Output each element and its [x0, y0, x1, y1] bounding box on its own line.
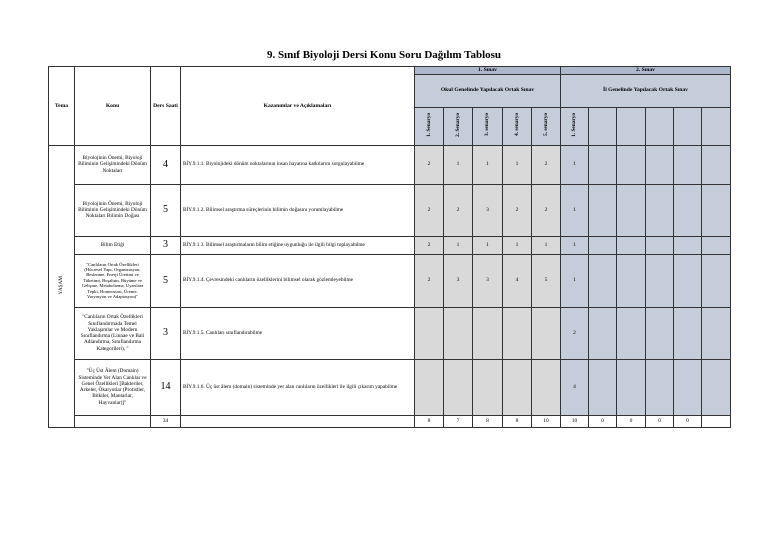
value-cell: 1 [444, 145, 473, 184]
header-tema: Tema [49, 67, 75, 146]
value-cell: 1 [444, 236, 473, 254]
total-cell: 8 [473, 415, 503, 427]
ders-saati-cell: 14 [151, 359, 181, 415]
empty-cell [646, 307, 674, 359]
empty-cell [646, 359, 674, 415]
value-cell [503, 359, 532, 415]
value-cell: 2 [561, 307, 589, 359]
value-cell: 1 [561, 254, 589, 307]
empty-cell [589, 145, 617, 184]
distribution-table [48, 66, 731, 428]
value-cell [415, 359, 444, 415]
header-senaryo-2-blank [617, 107, 646, 145]
value-cell: 3 [473, 184, 503, 236]
total-cell: 0 [589, 415, 617, 427]
header-senaryo-1-1: 1. Senaryo [415, 107, 444, 145]
konu-cell: "Canlıların Ortak Özellikleri (Hücresel Yapı, Organizasyon, Beslenme, Enerji Üretimi ve Tüketimi, Boşaltım, Büyüme ve Gelişme, Metabolizma, Uyarılara Tepki, Homeostasi, Üreme, Varyasyon ve Adaptasyon)" [75, 254, 151, 307]
header-senaryo-1-2: 2. Senaryo [444, 107, 473, 145]
empty-cell [702, 359, 731, 415]
kazanim-cell: BİY.9.1.1. Biyolojideki dönüm noktalarının insan hayatına katkılarını sorgulayabilme [181, 145, 415, 184]
value-cell: 1 [503, 236, 532, 254]
ders-saati-cell: 4 [151, 145, 181, 184]
empty-cell [674, 307, 702, 359]
empty-cell [646, 184, 674, 236]
konu-cell: Biyolojinin Önemi, Biyoloji Biliminin Gelişimindeki Dönüm Noktaları [75, 145, 151, 184]
value-cell [444, 307, 473, 359]
value-cell [444, 359, 473, 415]
total-cell: 8 [503, 415, 532, 427]
header-okul-genelinde: Okul Genelinde Yapılacak Ortak Sınav [415, 74, 561, 107]
table-row [49, 359, 731, 415]
value-cell [415, 307, 444, 359]
total-cell: 0 [617, 415, 646, 427]
tema-cell: YAŞAM [49, 145, 75, 427]
konu-cell: "Canlıların Ortak Özellikleri Sınıflandırmada Temel Yaklaşımlar ve Modern Sınıflandırma (Linnae ve Bali Adlandırma, Sınıflandırma Kategorileri), " [75, 307, 151, 359]
value-cell: 1 [561, 236, 589, 254]
value-cell: 1 [532, 236, 561, 254]
empty-cell [589, 236, 617, 254]
empty-cell [702, 145, 731, 184]
header-konu: Konu [75, 67, 151, 146]
total-cell: 8 [415, 415, 444, 427]
ders-saati-cell: 3 [151, 307, 181, 359]
header-senaryo-2-1: 1. Senaryo [561, 107, 589, 145]
header-senaryo-2-blank [589, 107, 617, 145]
header-senaryo-2-blank [646, 107, 674, 145]
value-cell: 4 [561, 359, 589, 415]
value-cell: 4 [503, 254, 532, 307]
value-cell: 2 [415, 236, 444, 254]
header-kazanimlar: Kazanımlar ve Açıklamaları [181, 67, 415, 146]
konu-cell: Biyolojinin Önemi, Biyoloji Biliminin Gelişimindeki Dönüm Noktaları Bilimin Doğası [75, 184, 151, 236]
total-saat-cell: 34 [151, 415, 181, 427]
ders-saati-cell: 3 [151, 236, 181, 254]
total-cell: 10 [561, 415, 589, 427]
empty-cell [646, 254, 674, 307]
empty-cell [674, 145, 702, 184]
value-cell: 2 [415, 184, 444, 236]
empty-cell [702, 307, 731, 359]
kazanim-cell: BİY.9.1.4. Çevresindeki canlıların özelliklerini bilimsel olarak gözlemleyebilme [181, 254, 415, 307]
table-row [49, 254, 731, 307]
header-sinav-2: 2. Sınav [561, 67, 731, 75]
value-cell [532, 359, 561, 415]
empty-cell [646, 145, 674, 184]
empty-cell [702, 184, 731, 236]
kazanim-cell: BİY.9.1.6. Üç üst âlem (domain) sisteminde yer alan canlıların özellikleri ile ilgili çıkarım yapabilme [181, 359, 415, 415]
ders-saati-cell: 5 [151, 254, 181, 307]
header-senaryo-1-5: 5. senaryo [532, 107, 561, 145]
empty-cell [589, 359, 617, 415]
kazanim-cell: BİY.9.1.2. Bilimsel araştırma süreçlerinin bilimin doğasını yorumlayabilme [181, 184, 415, 236]
table-row [49, 307, 731, 359]
empty-cell [181, 415, 415, 427]
value-cell: 5 [532, 254, 561, 307]
empty-cell [589, 307, 617, 359]
totals-row [49, 415, 731, 427]
konu-cell: Bilim Etiği [75, 236, 151, 254]
value-cell: 1 [473, 145, 503, 184]
value-cell [473, 307, 503, 359]
empty-cell [75, 415, 151, 427]
value-cell: 1 [561, 145, 589, 184]
value-cell [532, 307, 561, 359]
header-senaryo-1-4: 4. senaryo [503, 107, 532, 145]
total-cell: 7 [444, 415, 473, 427]
total-cell: 10 [532, 415, 561, 427]
empty-cell [646, 236, 674, 254]
value-cell: 2 [415, 145, 444, 184]
table-row [49, 145, 731, 184]
empty-cell [674, 184, 702, 236]
empty-cell [589, 184, 617, 236]
empty-cell [617, 307, 646, 359]
empty-cell [702, 254, 731, 307]
value-cell [473, 359, 503, 415]
table-row [49, 184, 731, 236]
empty-cell [617, 236, 646, 254]
empty-cell [674, 236, 702, 254]
empty-cell [617, 254, 646, 307]
value-cell: 1 [561, 184, 589, 236]
empty-cell [617, 145, 646, 184]
total-cell: 0 [674, 415, 702, 427]
value-cell: 3 [444, 254, 473, 307]
empty-cell [589, 254, 617, 307]
value-cell: 2 [444, 184, 473, 236]
ders-saati-cell: 5 [151, 184, 181, 236]
value-cell: 1 [503, 145, 532, 184]
empty-cell [702, 415, 731, 427]
empty-cell [702, 236, 731, 254]
value-cell: 2 [532, 145, 561, 184]
value-cell [503, 307, 532, 359]
empty-cell [617, 184, 646, 236]
value-cell: 3 [473, 254, 503, 307]
value-cell: 2 [415, 254, 444, 307]
header-senaryo-1-3: 3. senaryo [473, 107, 503, 145]
header-senaryo-2-blank [702, 107, 731, 145]
header-ders-saati: Ders Saati [151, 67, 181, 146]
value-cell: 2 [532, 184, 561, 236]
header-senaryo-2-blank [674, 107, 702, 145]
kazanim-cell: BİY.9.1.3. Bilimsel araştırmaların bilim etiğine uygunluğu ile ilgili bilgi toplayabilme [181, 236, 415, 254]
empty-cell [674, 359, 702, 415]
konu-cell: "Üç Üst Âlem (Domain) Sisteminde Yer Alan Canlılar ve Genel Özellikleri [Bakteriler, Arkeler, Ökaryotlar (Protistler, Bitkiler, Mantarlar, Hayvanlar)]" [75, 359, 151, 415]
header-sinav-1: 1. Sınav [415, 67, 561, 75]
empty-cell [674, 254, 702, 307]
value-cell: 1 [473, 236, 503, 254]
total-cell: 0 [646, 415, 674, 427]
table-row [49, 236, 731, 254]
header-il-genelinde: İl Genelinde Yapılacak Ortak Sınav [561, 74, 731, 107]
empty-cell [617, 359, 646, 415]
value-cell: 2 [503, 184, 532, 236]
page-title: 9. Sınıf Biyoloji Dersi Konu Soru Dağılım Tablosu [266, 49, 502, 61]
kazanim-cell: BİY.9.1.5. Canlıları sınıflandırabilme [181, 307, 415, 359]
